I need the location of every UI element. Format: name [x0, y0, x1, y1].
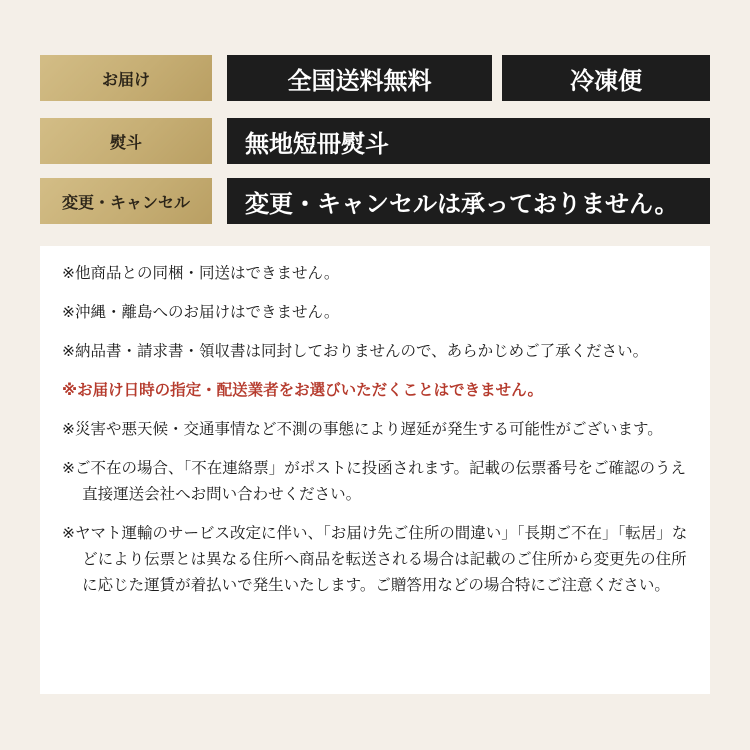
noshi-label: 熨斗 [40, 118, 212, 164]
notes-panel [40, 246, 710, 694]
note-item: ※沖縄・離島へのお届けはできません。 [62, 303, 340, 321]
note-item: ※他商品との同梱・同送はできません。 [62, 264, 340, 282]
change-label: 変更・キャンセル [40, 178, 212, 224]
noshi-row [40, 118, 710, 164]
delivery-method-value: 冷凍便 [502, 55, 710, 101]
note-item: ※災害や悪天候・交通事情など不測の事態により遅延が発生する可能性がございます。 [62, 420, 663, 438]
noshi-value: 無地短冊熨斗 [227, 118, 710, 164]
note-item: ※納品書・請求書・領収書は同封しておりませんので、あらかじめご了承ください。 [62, 342, 649, 360]
change-value: 変更・キャンセルは承っておりません。 [227, 178, 710, 224]
note-item-warning: ※お届け日時の指定・配送業者をお選びいただくことはできません。 [62, 381, 544, 399]
note-item: ※ご不在の場合、「不在連絡票」がポストに投函されます。記載の伝票番号をご確認のうえ直接運送会社へお問い合わせください。 [62, 459, 687, 503]
delivery-label: お届け [40, 55, 212, 101]
note-item: ※ヤマト運輸のサービス改定に伴い、「お届け先ご住所の間違い」「長期ご不在」「転居」などにより伝票とは異なる住所へ商品を転送される場合は記載のご住所から変更先の住所に応じた運賃が着払いで発生いたします。ご贈答用などの場合特にご注意ください。 [62, 524, 688, 594]
change-row [40, 178, 710, 224]
shipping-value: 全国送料無料 [227, 55, 492, 101]
delivery-row [40, 55, 710, 101]
